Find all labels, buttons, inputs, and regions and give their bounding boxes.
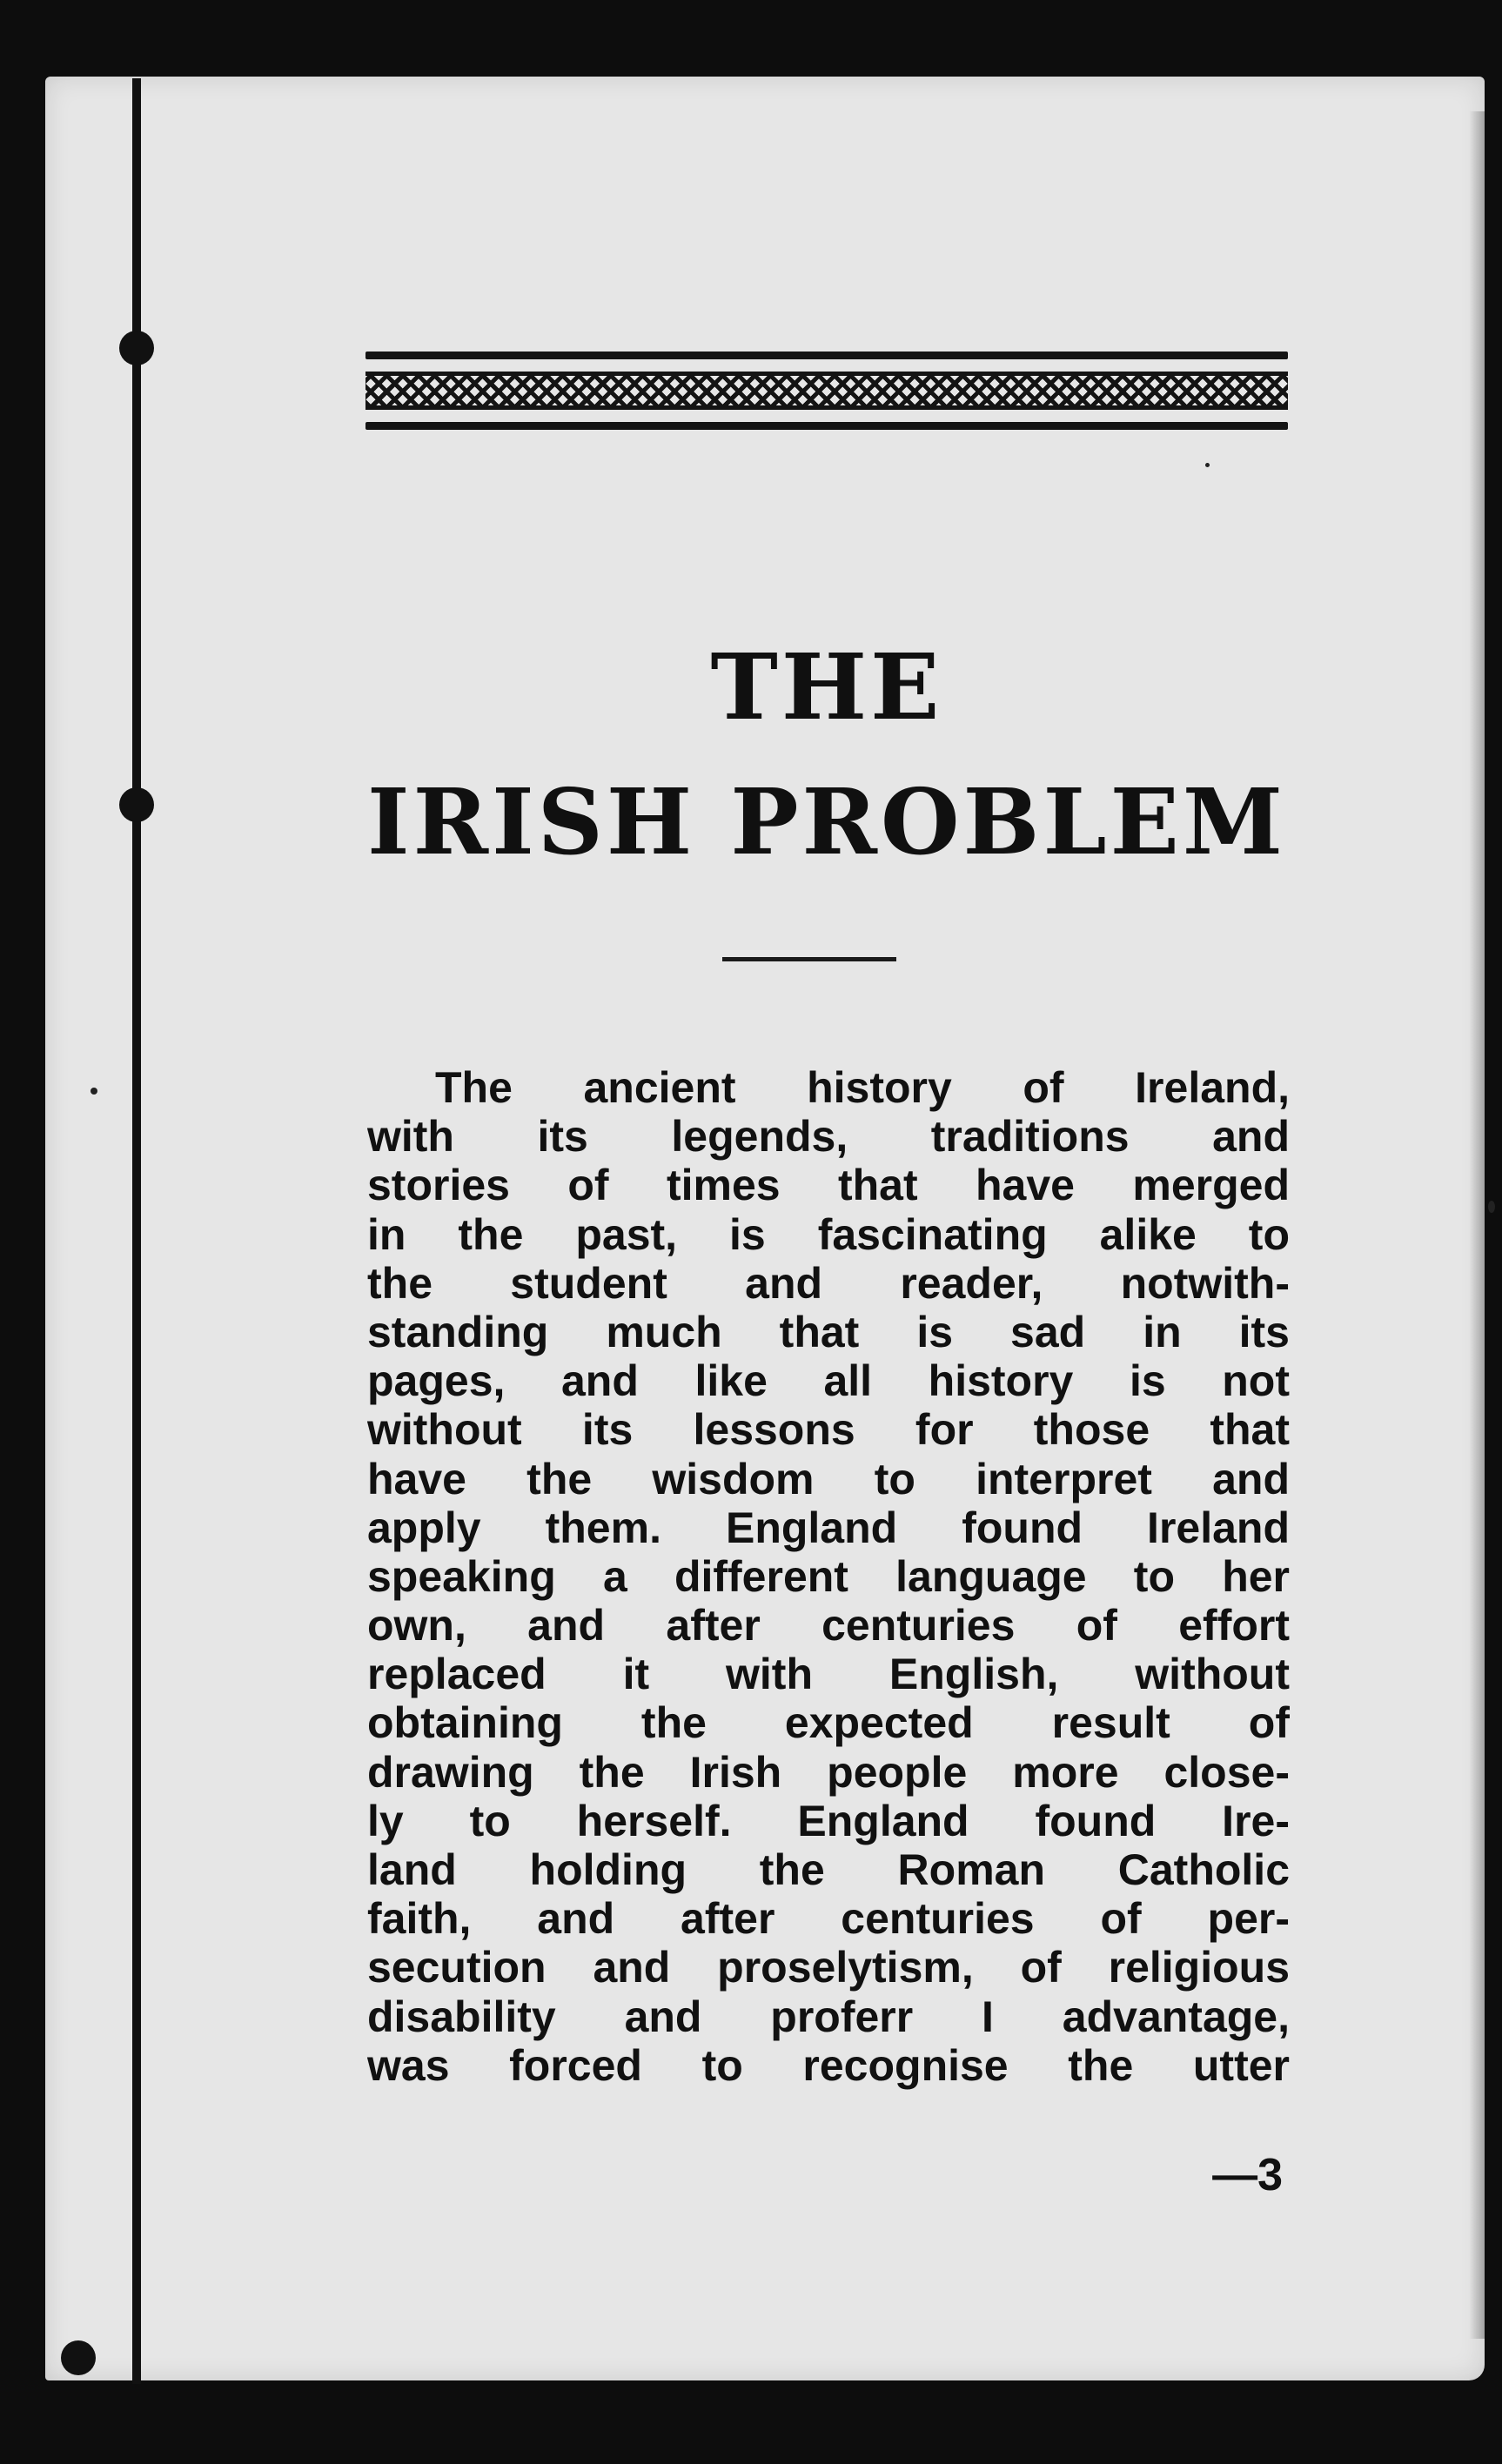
title-line-1: THE (710, 633, 943, 740)
text-line: own, and after centuries of effort (367, 1601, 1290, 1650)
text-line: disability and proferr I advantage, (367, 1992, 1290, 2041)
text-line: apply them. England found Ireland (367, 1503, 1290, 1552)
text-line: speaking a different language to her (367, 1551, 1290, 1601)
binding-thread (132, 78, 141, 2384)
text-line: pages, and like all history is not (367, 1356, 1290, 1406)
header-ornament-band (365, 372, 1288, 410)
dust-speck (1205, 463, 1210, 467)
text-line: drawing the Irish people more close- (367, 1747, 1290, 1797)
text-line: obtaining the expected result of (367, 1698, 1290, 1748)
header-rule-bottom (365, 422, 1288, 430)
dust-speck (1488, 1201, 1495, 1213)
text-line: stories of times that have merged (367, 1161, 1290, 1210)
text-line: secution and proselytism, of religious (367, 1943, 1290, 1992)
text-line: The ancient history of Ireland, (435, 1063, 1290, 1112)
binding-stitch-bottom (61, 2340, 96, 2375)
text-line: faith, and after centuries of per- (367, 1894, 1290, 1944)
text-line: standing much that is sad in its (367, 1307, 1290, 1356)
ornamental-header (365, 352, 1288, 430)
dust-speck (91, 1088, 97, 1095)
text-line: in the past, is fascinating alike to (367, 1209, 1290, 1259)
text-line: replaced it with English, without (367, 1650, 1290, 1699)
text-line: ly to herself. England found Ire- (367, 1796, 1290, 1845)
text-line: with its legends, traditions and (367, 1112, 1290, 1162)
body-paragraph (367, 1063, 1290, 2090)
text-line: land holding the Roman Catholic (367, 1845, 1290, 1894)
binding-stitch-middle (119, 787, 154, 822)
text-line: was forced to recognise the utter (367, 2040, 1290, 2090)
header-rule-top (365, 352, 1288, 359)
text-line: have the wisdom to interpret and (367, 1454, 1290, 1503)
text-line: the student and reader, notwith- (367, 1258, 1290, 1308)
title-divider (722, 957, 896, 961)
binding-stitch-top (119, 331, 154, 365)
page-number: —3 (1212, 2150, 1283, 2200)
text-line: without its lessons for those that (367, 1405, 1290, 1455)
title-line-2: IRISH PROBLEM (367, 768, 1286, 875)
